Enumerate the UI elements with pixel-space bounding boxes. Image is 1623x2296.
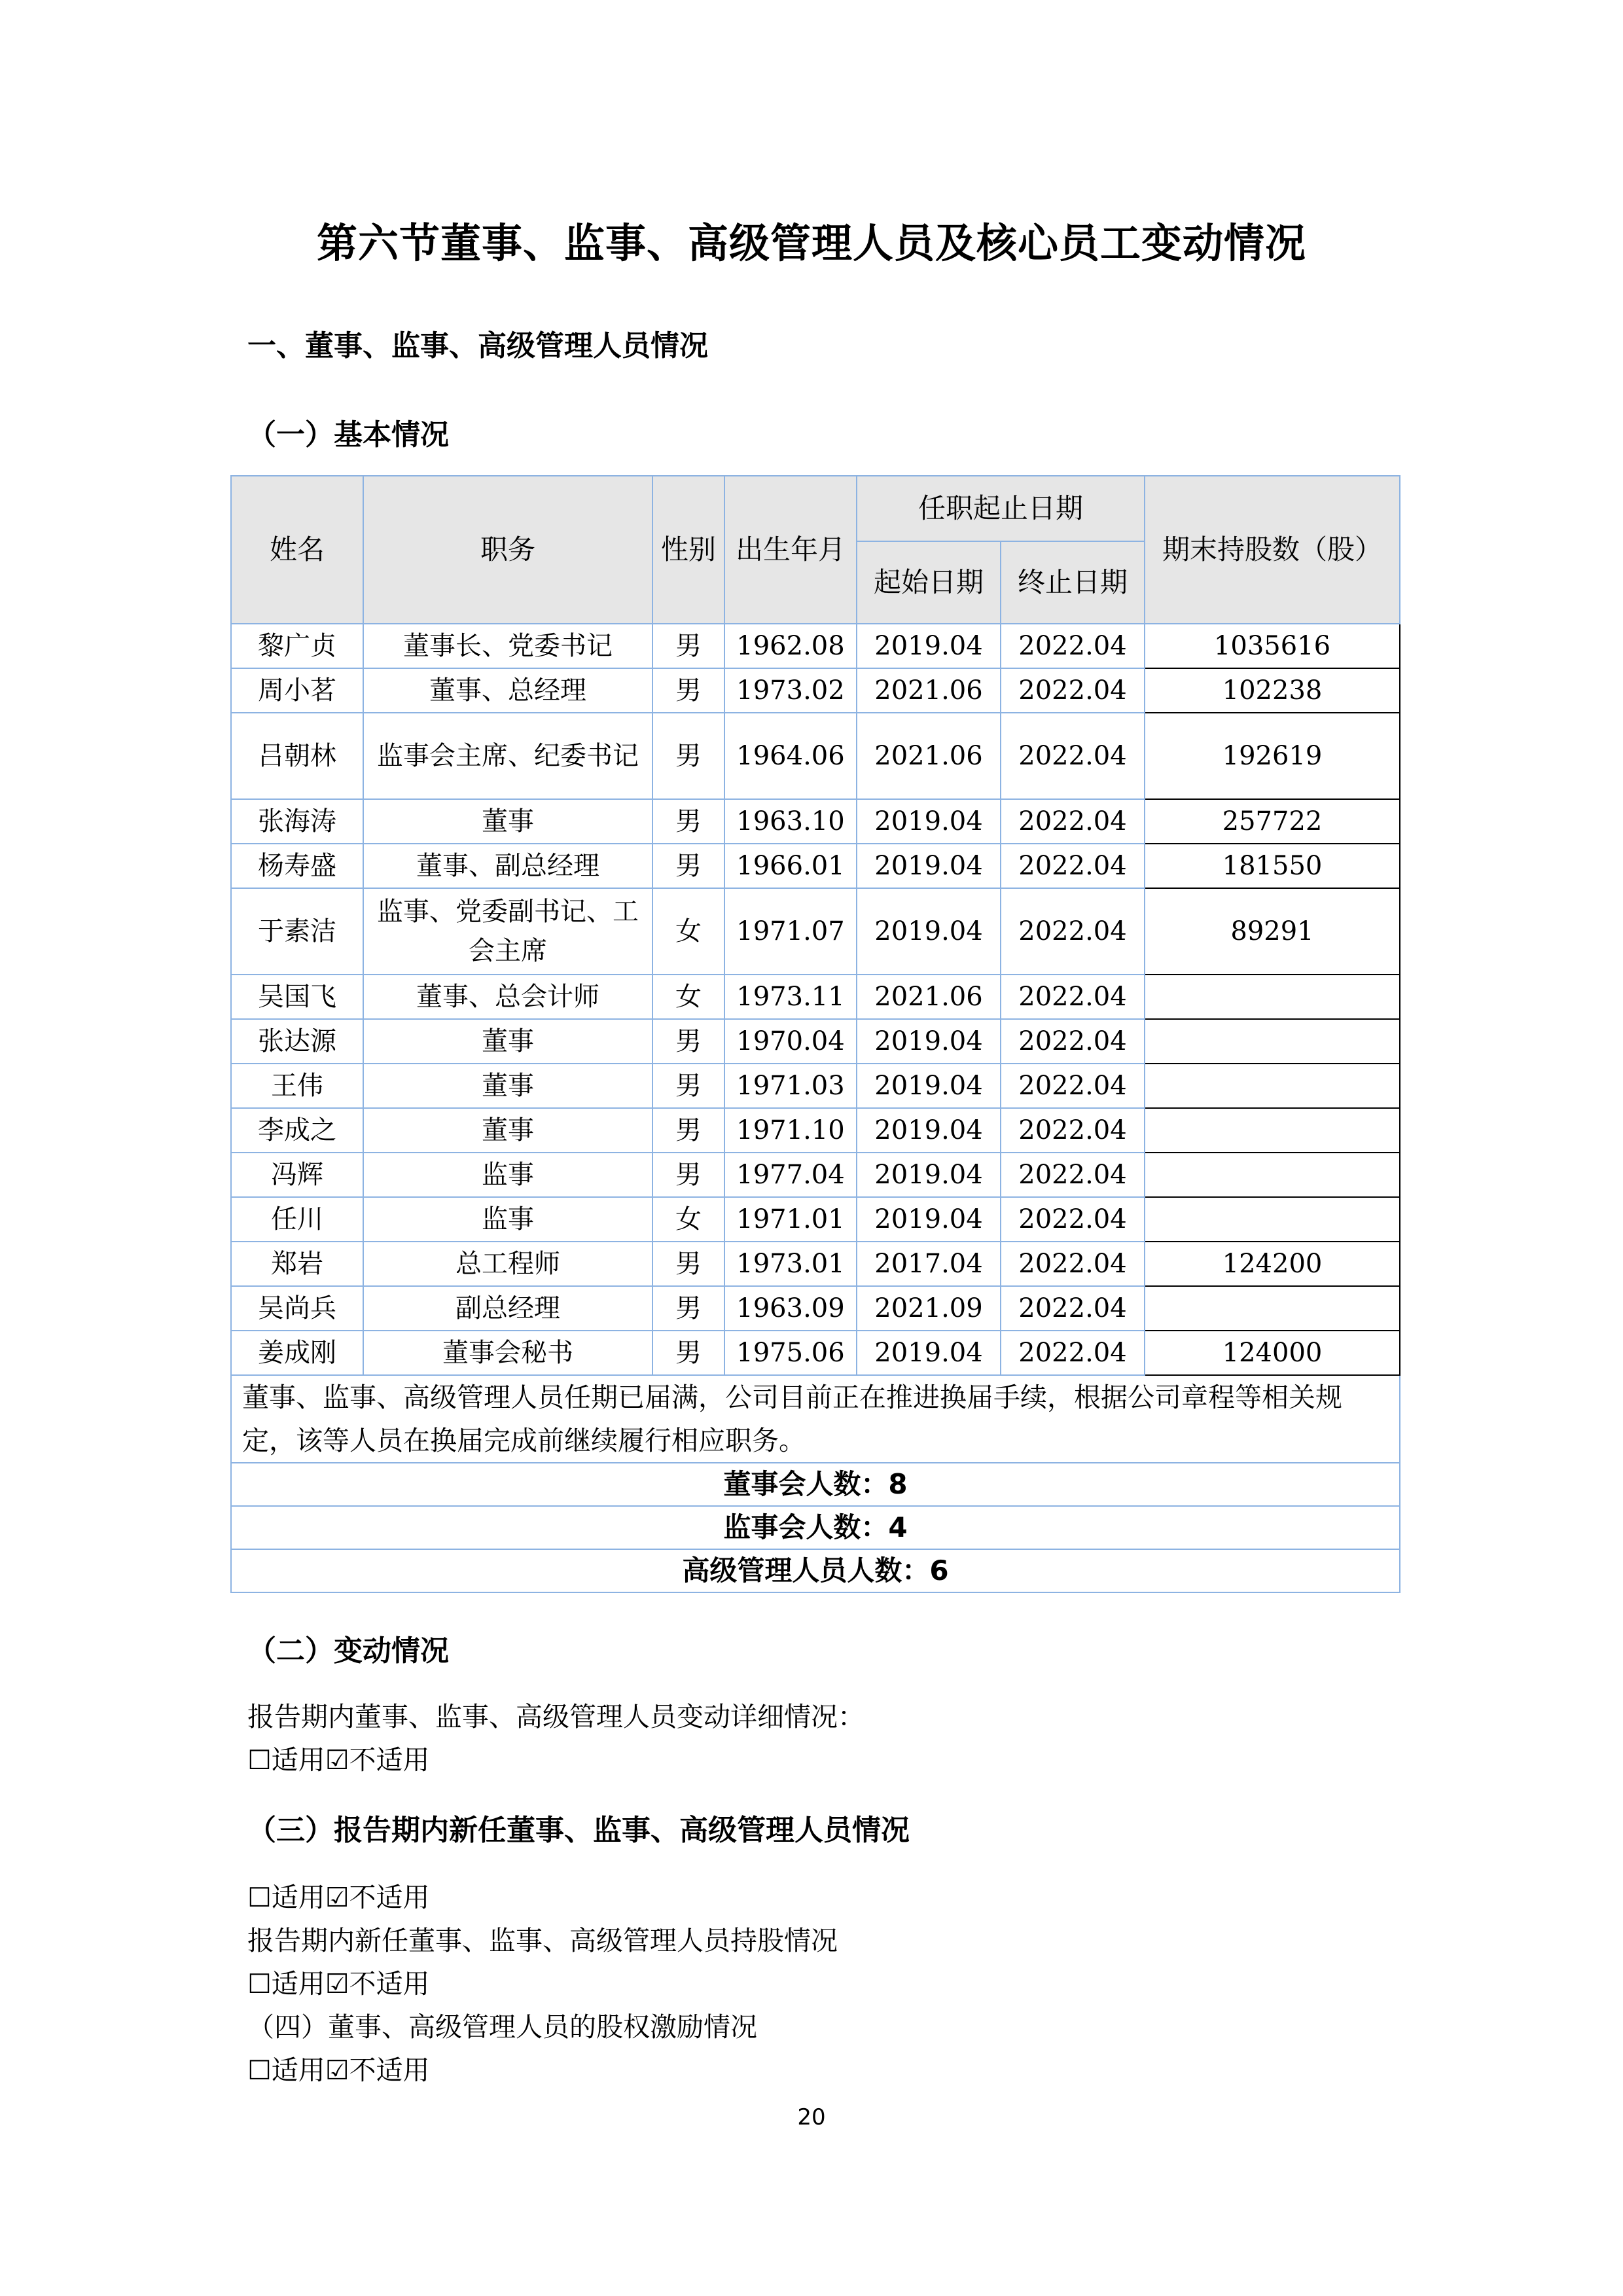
cell-start-date: 2021.06 xyxy=(857,975,1001,1019)
supervisor-count: 监事会人数：4 xyxy=(231,1506,1400,1549)
table-row xyxy=(231,975,1400,1019)
cell-position: 监事 xyxy=(363,1197,652,1242)
board-count: 董事会人数：8 xyxy=(231,1463,1400,1506)
cell-name: 任川 xyxy=(231,1197,363,1242)
cell-end-date: 2022.04 xyxy=(1001,1242,1145,1286)
cell-birth: 1977.04 xyxy=(724,1153,857,1197)
cell-end-date: 2022.04 xyxy=(1001,668,1145,713)
cell-position: 总工程师 xyxy=(363,1242,652,1286)
cell-birth: 1975.06 xyxy=(724,1331,857,1375)
cell-name: 郑岩 xyxy=(231,1242,363,1286)
cell-shares: 192619 xyxy=(1145,713,1400,799)
cell-position: 董事 xyxy=(363,1019,652,1064)
header-shares: 期末持股数（股） xyxy=(1145,476,1400,624)
cell-end-date: 2022.04 xyxy=(1001,888,1145,975)
cell-shares xyxy=(1145,1153,1400,1197)
subheading-new-appointments: （三）报告期内新任董事、监事、高级管理人员情况 xyxy=(247,1814,910,1847)
cell-birth: 1973.11 xyxy=(724,975,857,1019)
cell-end-date: 2022.04 xyxy=(1001,799,1145,844)
cell-start-date: 2021.09 xyxy=(857,1286,1001,1331)
cell-name: 黎广贞 xyxy=(231,624,363,668)
header-position: 职务 xyxy=(363,476,652,624)
cell-name: 李成之 xyxy=(231,1108,363,1153)
cell-shares: 89291 xyxy=(1145,888,1400,975)
cell-position: 董事、总会计师 xyxy=(363,975,652,1019)
cell-position: 监事、党委副书记、工会主席 xyxy=(363,888,652,975)
cell-end-date: 2022.04 xyxy=(1001,1019,1145,1064)
cell-shares xyxy=(1145,1286,1400,1331)
cell-shares: 1035616 xyxy=(1145,624,1400,668)
cell-gender: 男 xyxy=(652,1331,724,1375)
cell-start-date: 2019.04 xyxy=(857,624,1001,668)
cell-position: 董事、副总经理 xyxy=(363,844,652,888)
cell-birth: 1971.10 xyxy=(724,1108,857,1153)
cell-end-date: 2022.04 xyxy=(1001,844,1145,888)
subheading-changes: （二）变动情况 xyxy=(247,1634,449,1668)
applicable-status-3: ☐适用☑不适用 xyxy=(247,1968,430,2000)
personnel-table xyxy=(230,475,1400,1593)
cell-position: 副总经理 xyxy=(363,1286,652,1331)
cell-gender: 男 xyxy=(652,799,724,844)
cell-end-date: 2022.04 xyxy=(1001,1064,1145,1108)
change-detail-label: 报告期内董事、监事、高级管理人员变动详细情况： xyxy=(247,1701,865,1732)
cell-end-date: 2022.04 xyxy=(1001,1197,1145,1242)
cell-name: 吴尚兵 xyxy=(231,1286,363,1331)
cell-start-date: 2021.06 xyxy=(857,713,1001,799)
cell-end-date: 2022.04 xyxy=(1001,975,1145,1019)
cell-name: 于素洁 xyxy=(231,888,363,975)
cell-shares xyxy=(1145,975,1400,1019)
cell-birth: 1970.04 xyxy=(724,1019,857,1064)
cell-name: 吴国飞 xyxy=(231,975,363,1019)
subheading-equity-incentive: （四）董事、高级管理人员的股权激励情况 xyxy=(247,2011,757,2043)
cell-gender: 女 xyxy=(652,888,724,975)
header-name: 姓名 xyxy=(231,476,363,624)
cell-birth: 1966.01 xyxy=(724,844,857,888)
applicable-status-2: ☐适用☑不适用 xyxy=(247,1882,430,1913)
cell-end-date: 2022.04 xyxy=(1001,1153,1145,1197)
page-number: 20 xyxy=(797,2104,826,2130)
cell-name: 张达源 xyxy=(231,1019,363,1064)
cell-position: 董事长、党委书记 xyxy=(363,624,652,668)
cell-end-date: 2022.04 xyxy=(1001,1331,1145,1375)
cell-start-date: 2019.04 xyxy=(857,1197,1001,1242)
new-holding-label: 报告期内新任董事、监事、高级管理人员持股情况 xyxy=(247,1925,838,1956)
table-row xyxy=(231,1286,1400,1331)
cell-start-date: 2019.04 xyxy=(857,1108,1001,1153)
cell-end-date: 2022.04 xyxy=(1001,624,1145,668)
cell-position: 董事 xyxy=(363,1108,652,1153)
table-row xyxy=(231,1197,1400,1242)
cell-birth: 1963.09 xyxy=(724,1286,857,1331)
cell-birth: 1971.03 xyxy=(724,1064,857,1108)
cell-start-date: 2019.04 xyxy=(857,1153,1001,1197)
header-start-date: 起始日期 xyxy=(857,541,1001,624)
cell-start-date: 2019.04 xyxy=(857,888,1001,975)
table-row xyxy=(231,1064,1400,1108)
cell-name: 周小茗 xyxy=(231,668,363,713)
table-row xyxy=(231,844,1400,888)
cell-end-date: 2022.04 xyxy=(1001,713,1145,799)
table-row xyxy=(231,799,1400,844)
table-row xyxy=(231,1019,1400,1064)
cell-gender: 男 xyxy=(652,1064,724,1108)
senior-management-count: 高级管理人员人数：6 xyxy=(231,1549,1400,1592)
cell-start-date: 2019.04 xyxy=(857,1019,1001,1064)
cell-start-date: 2019.04 xyxy=(857,1331,1001,1375)
cell-position: 董事 xyxy=(363,1064,652,1108)
cell-end-date: 2022.04 xyxy=(1001,1108,1145,1153)
cell-birth: 1971.07 xyxy=(724,888,857,975)
cell-gender: 男 xyxy=(652,1108,724,1153)
header-gender: 性别 xyxy=(652,476,724,624)
term-note: 董事、监事、高级管理人员任期已届满，公司目前正在推进换届手续，根据公司章程等相关规定，该等人员在换届完成前继续履行相应职务。 xyxy=(231,1375,1400,1463)
cell-shares: 102238 xyxy=(1145,668,1400,713)
cell-start-date: 2017.04 xyxy=(857,1242,1001,1286)
cell-name: 杨寿盛 xyxy=(231,844,363,888)
table-row xyxy=(231,888,1400,975)
cell-start-date: 2019.04 xyxy=(857,844,1001,888)
cell-position: 董事 xyxy=(363,799,652,844)
cell-birth: 1964.06 xyxy=(724,713,857,799)
cell-shares xyxy=(1145,1197,1400,1242)
cell-gender: 男 xyxy=(652,713,724,799)
cell-shares: 124000 xyxy=(1145,1331,1400,1375)
cell-birth: 1971.01 xyxy=(724,1197,857,1242)
header-term: 任职起止日期 xyxy=(857,476,1145,541)
table-row xyxy=(231,668,1400,713)
table-row xyxy=(231,624,1400,668)
table-row xyxy=(231,1242,1400,1286)
cell-birth: 1973.01 xyxy=(724,1242,857,1286)
section-heading-1: 一、董事、监事、高级管理人员情况 xyxy=(247,329,708,363)
cell-shares: 124200 xyxy=(1145,1242,1400,1286)
cell-shares xyxy=(1145,1019,1400,1064)
cell-gender: 男 xyxy=(652,624,724,668)
cell-name: 冯辉 xyxy=(231,1153,363,1197)
table-body xyxy=(231,624,1400,1375)
cell-name: 张海涛 xyxy=(231,799,363,844)
cell-name: 吕朝林 xyxy=(231,713,363,799)
table-row xyxy=(231,1108,1400,1153)
cell-gender: 男 xyxy=(652,844,724,888)
cell-position: 监事 xyxy=(363,1153,652,1197)
cell-shares xyxy=(1145,1064,1400,1108)
cell-birth: 1962.08 xyxy=(724,624,857,668)
cell-position: 董事、总经理 xyxy=(363,668,652,713)
cell-shares: 181550 xyxy=(1145,844,1400,888)
cell-start-date: 2019.04 xyxy=(857,1064,1001,1108)
applicable-status-4: ☐适用☑不适用 xyxy=(247,2054,430,2086)
cell-start-date: 2019.04 xyxy=(857,799,1001,844)
page-title: 第六节董事、监事、高级管理人员及核心员工变动情况 xyxy=(316,219,1306,267)
cell-gender: 男 xyxy=(652,1286,724,1331)
cell-name: 王伟 xyxy=(231,1064,363,1108)
cell-start-date: 2021.06 xyxy=(857,668,1001,713)
applicable-status-1: ☐适用☑不适用 xyxy=(247,1744,430,1776)
table-row xyxy=(231,713,1400,799)
subheading-basic-info: （一）基本情况 xyxy=(247,418,449,452)
header-end-date: 终止日期 xyxy=(1001,541,1145,624)
cell-end-date: 2022.04 xyxy=(1001,1286,1145,1331)
table-row xyxy=(231,1331,1400,1375)
cell-birth: 1973.02 xyxy=(724,668,857,713)
cell-gender: 男 xyxy=(652,668,724,713)
cell-gender: 男 xyxy=(652,1019,724,1064)
table-row xyxy=(231,1153,1400,1197)
header-birth: 出生年月 xyxy=(724,476,857,624)
cell-gender: 男 xyxy=(652,1242,724,1286)
cell-gender: 女 xyxy=(652,975,724,1019)
cell-position: 董事会秘书 xyxy=(363,1331,652,1375)
cell-shares xyxy=(1145,1108,1400,1153)
cell-position: 监事会主席、纪委书记 xyxy=(363,713,652,799)
cell-gender: 男 xyxy=(652,1153,724,1197)
cell-gender: 女 xyxy=(652,1197,724,1242)
cell-name: 姜成刚 xyxy=(231,1331,363,1375)
cell-shares: 257722 xyxy=(1145,799,1400,844)
cell-birth: 1963.10 xyxy=(724,799,857,844)
